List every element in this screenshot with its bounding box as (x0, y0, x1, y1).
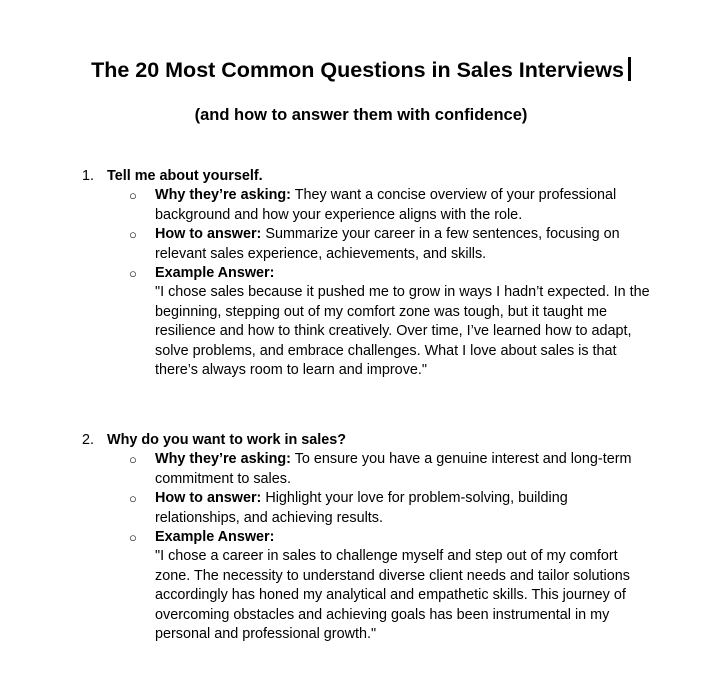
document-title-text: The 20 Most Common Questions in Sales Interviews (91, 58, 624, 82)
example-bullet (0, 264, 722, 380)
how-text: Summarize your career in a few sentences, focusing on (261, 226, 620, 243)
hollow-bullet-icon: ○ (129, 530, 137, 546)
text-cursor (628, 57, 631, 81)
how-label: How to answer: (155, 490, 262, 507)
example-answer-line: "I chose a career in sales to challenge myself and step out of my comfort (155, 548, 618, 565)
question-heading (0, 167, 722, 186)
why-bullet (0, 450, 722, 489)
example-answer-line: there’s always room to learn and improve." (155, 362, 427, 379)
hollow-bullet-icon: ○ (129, 266, 137, 282)
example-answer-line: beginning, stepping out of my comfort zone was tough, but it taught me (155, 303, 607, 320)
question-text: Why do you want to work in sales? (107, 432, 347, 448)
question-text: Tell me about yourself. (107, 168, 263, 184)
why-text: They want a concise overview of your professional (290, 187, 617, 204)
why-label: Why they’re asking: (155, 451, 291, 468)
example-label: Example Answer: (155, 529, 275, 546)
why-text: background and how your experience aligns with the role. (155, 206, 523, 223)
how-text: relationships, and achieving results. (155, 509, 383, 526)
how-text: Highlight your love for problem-solving, building (261, 490, 568, 507)
question-item (0, 167, 722, 380)
question-heading (0, 431, 722, 450)
how-bullet (0, 225, 722, 264)
hollow-bullet-icon: ○ (129, 452, 137, 468)
example-answer-line: personal and professional growth." (155, 626, 377, 643)
example-answer-line: zone. The necessity to understand diverse client needs and tailor solutions (155, 567, 630, 584)
hollow-bullet-icon: ○ (129, 188, 137, 204)
why-bullet (0, 186, 722, 225)
question-number: 1. (82, 168, 95, 184)
why-text: commitment to sales. (155, 470, 291, 487)
document-title (0, 56, 722, 84)
document-subtitle: (and how to answer them with confidence) (194, 106, 528, 124)
how-bullet (0, 489, 722, 528)
hollow-bullet-icon: ○ (129, 491, 137, 507)
example-bullet (0, 528, 722, 644)
example-answer-line: accordingly has honed my analytical and empathetic skills. This journey of (155, 587, 626, 604)
how-label: How to answer: (155, 226, 262, 243)
hollow-bullet-icon: ○ (129, 227, 137, 243)
example-answer-line: "I chose sales because it pushed me to grow in ways I hadn’t expected. In the (155, 284, 650, 301)
question-number: 2. (82, 432, 95, 448)
how-text: relevant sales experience, achievements, and skills. (155, 245, 487, 262)
why-label: Why they’re asking: (155, 187, 291, 204)
example-answer-line: solve problems, and embrace challenges. What I love about sales is that (155, 342, 617, 359)
example-answer-line: overcoming obstacles and achieving goals has been instrumental in my (155, 606, 610, 623)
example-label: Example Answer: (155, 265, 275, 282)
why-text: To ensure you have a genuine interest and long-term (290, 451, 632, 468)
question-item (0, 431, 722, 644)
example-answer-line: resilience and how to think creatively. Over time, I’ve learned how to adapt, (155, 323, 632, 340)
